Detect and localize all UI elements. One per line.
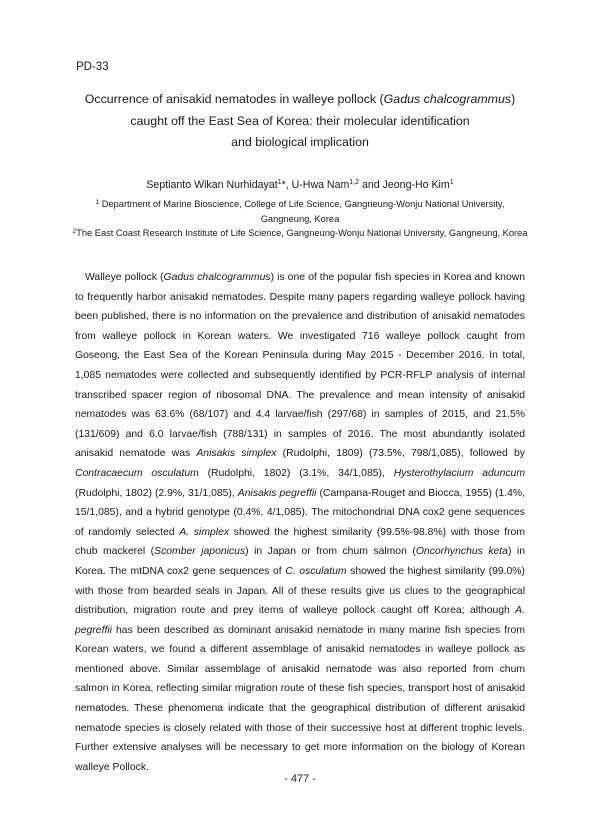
corresponding-author-mark: * (281, 179, 286, 191)
author-list: Septianto Wikan Nurhidayat$^1$*, U-Hwa Nam$^{1,2}$ and Jeong-Ho Kim$^1$ (146, 179, 454, 191)
species-name: Scomber japonicus (154, 546, 246, 558)
species-name: Anisakis pegreffii (237, 487, 317, 499)
affiliation-number: 2 (72, 228, 77, 235)
affiliation-text: The East Coast Research Institute of Life Science, Gangneung-Wonju National University, Gangneung, Korea (76, 228, 528, 238)
species-name: C. osculatum (285, 565, 347, 577)
affiliation-1 (80, 197, 520, 227)
species-name: Oncorhynchus keta (415, 546, 508, 558)
species-name: Gadus chalcogrammus (163, 272, 271, 283)
title-species-name: Gadus chalcogrammus (383, 92, 512, 106)
species-name: Hysterothylacium aduncum (393, 467, 525, 479)
species-name: A. simplex (179, 526, 230, 538)
species-name: Contracaecum osculatum (75, 467, 199, 479)
affiliation-marker: 1,2 (349, 179, 360, 186)
author-name: U-Hwa Nam (291, 179, 350, 191)
affiliation-marker: 1 (277, 179, 282, 186)
affiliation-text: Department of Marine Bioscience, College of Life Science, Gangneung-Wonju National University, Gangneung, Korea (99, 199, 505, 224)
affiliation-number: 1 (95, 199, 100, 206)
title-line-1: Occurrence of anisakid nematodes in walleye pollock (Gadus chalcogrammus) (84, 92, 516, 106)
paper-title (60, 89, 540, 154)
title-line-3: and biological implication (231, 135, 369, 149)
affiliation-marker: 1 (449, 179, 454, 186)
affiliation-2 (70, 226, 530, 241)
abstract-paragraph: Walleye pollock (Gadus chalcogrammus) is one of the popular fish species in Korea and known to frequently harbor anisakid nematodes. Despite many papers regarding walleye pollock having been published, there is no information on the prevalence and distribution of anisakid nematodes from walleye pollock in Korean waters. We investigated 716 walleye pollock caught from Goseong, the East Sea of the Korean Peninsula during May 2015 - December 2016. In total, 1,085 nematodes were collected and subsequently identified by PCR-RFLP analysis of internal transcribed spacer region of ribosomal DNA. The prevalence and mean intensity of anisakid nematodes was 63.6% (68/107) and 4.4 larvae/fish (297/68) in samples of 2015, and 21.5% (131/609) and 6.0 larvae/fish (788/131) in samples of 2016. The most abundantly isolated anisakid nematode was Anisakis simplex (Rudolphi, 1809) (73.5%, 798/1,085), followed by Contracaecum osculatum (Rudolphi, 1802) (3.1%, 34/1,085), Hysterothylacium aduncum (Rudolphi, 1802) (2.9%, 31/1,085), Anisakis pegreffii (Campana-Rouget and Biocca, 1955) (1.4%, 15/1,085), and a hybrid genotype (0.4%, 4/1,085). The mitochondrial DNA cox2 gene sequences of randomly selected A. simplex showed the highest similarity (99.5%-98.8%) with those from chub mackerel (Scomber japonicus) in Japan or from chum salmon (Oncorhynchus keta) in Korea. The mtDNA cox2 gene sequences of C. osculatum showed the highest similarity (99.0%) with those from bearded seals in Japan. All of these results give us clues to the geographical distribution, migration route and prey items of walleye pollock caught off Korea; although A. pegreffii has been described as dominant anisakid nematode in many marine fish species from Korean waters, we found a different assemblage of anisakid nematodes in walleye pollock as mentioned above. Similar assemblage of anisakid nematode was also reported from chum salmon in Korea, reflecting similar migration route of these fish species, transport host of anisakid nematodes. These phenomena indicate that the geographical distribution of different anisakid nematode species is closely related with those of their successive host at different trophic levels. Further extensive analyses will be necessary to get more information on the biology of Korean walleye Pollock. (75, 272, 526, 773)
author-name: Jeong-Ho Kim (382, 179, 450, 191)
author-name: Septianto Wikan Nurhidayat (146, 179, 278, 191)
species-name: A. pegreffii (75, 605, 525, 636)
page-number: - 477 - (284, 773, 316, 785)
presentation-code: PD-33 (76, 61, 109, 73)
species-name: Anisakis simplex (196, 448, 277, 460)
title-line-2: caught off the East Sea of Korea: their molecular identification (130, 113, 470, 128)
